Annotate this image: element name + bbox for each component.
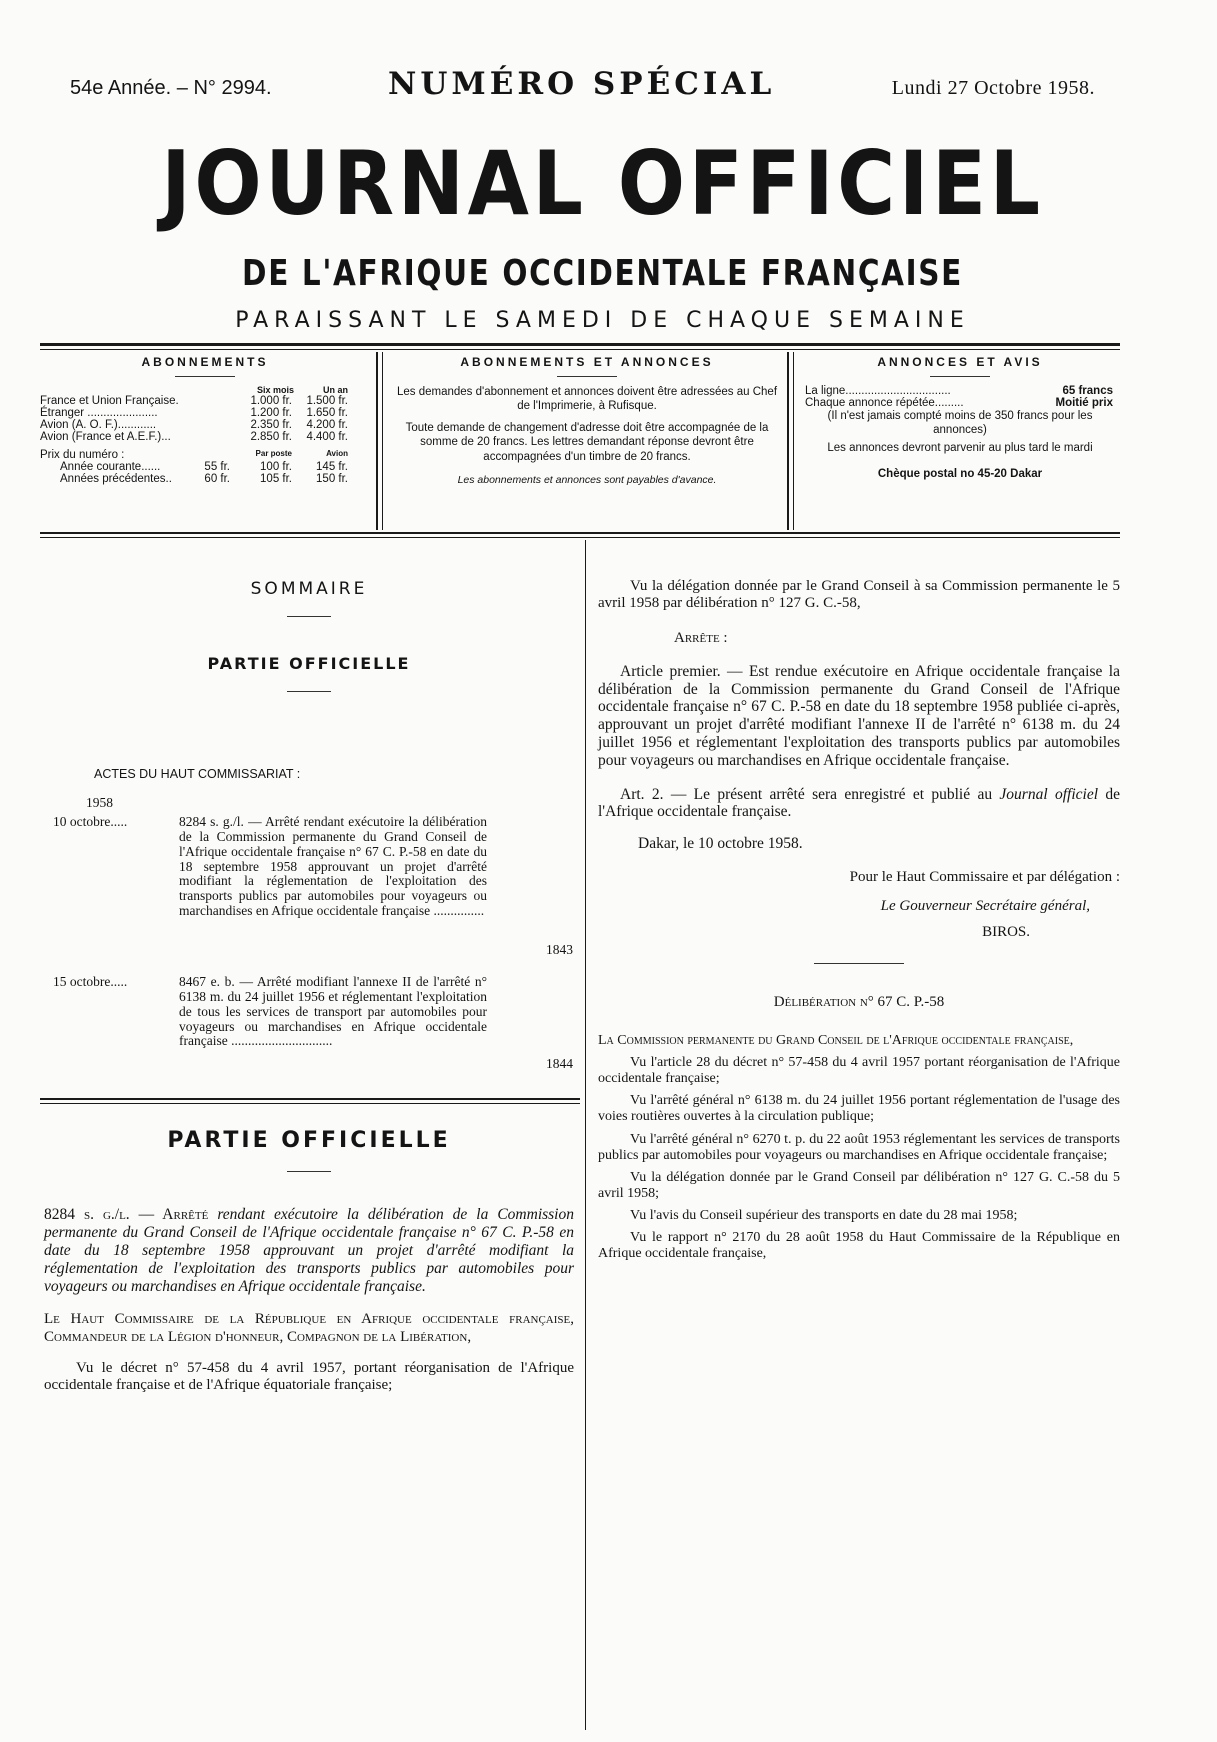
col-by-post: Par poste — [255, 449, 292, 458]
special-issue-label: NUMÉRO SPÉCIAL — [388, 66, 776, 102]
issue-date: Lundi 27 Octobre 1958. — [891, 77, 1095, 99]
header-line — [70, 66, 1095, 102]
considering-item: Vu l'article 28 du décret n° 57-458 du 4 avril 1957 portant réorganisation de l'Afrique occidentale française; — [598, 1055, 1120, 1087]
ads-box — [805, 355, 1115, 525]
box-rule-bottom-thin — [40, 537, 1120, 538]
toc-entry — [53, 975, 573, 1075]
col-air: Avion — [326, 449, 348, 458]
considering-item: Vu l'avis du Conseil supérieur des transports en date du 28 mai 1958; — [630, 1207, 1018, 1223]
toc-date: 15 octobre..... — [53, 974, 128, 989]
ads-heading: ANNONCES ET AVIS — [877, 355, 1043, 369]
divider — [557, 376, 617, 377]
subs-ads-address: Les demandes d'abonnement et annonces doivent être adressées au Chef de l'Imprimerie, à Rufisque. — [396, 386, 778, 413]
right-column — [598, 578, 1120, 1262]
summary-title: SOMMAIRE — [250, 579, 368, 599]
deliberation-title: Délibération n° 67 C. P.-58 — [773, 993, 945, 1010]
considering-item: Vu l'arrêté général n° 6270 t. p. du 22 août 1953 réglementant les services de transports publics par automobiles pour voyageurs ou marchandises en Afrique occidentale française; — [598, 1131, 1120, 1163]
considering-item: Vu la délégation donnée par le Grand Conseil par délibération n° 127 G. C.-58 du 5 avril 1958; — [598, 1169, 1120, 1201]
subscription-row: France et Union Française. 1.000 fr. 1.500 fr. — [40, 395, 348, 407]
official-part — [44, 1128, 574, 1394]
high-commissioner: Le Haut Commissaire de la République en Afrique occidentale française, Commandeur de la Légion d'honneur, Compagnon de la Libération, — [44, 1311, 574, 1345]
price-row: Années précédentes.. 60 fr. 105 fr. 150 fr. — [60, 473, 348, 485]
postal-account: Chèque postal no 45-20 Dakar — [877, 467, 1043, 480]
decrees-label: Arrête : — [674, 629, 728, 646]
column-divider — [585, 540, 586, 1730]
considering-item: Vu le rapport n° 2170 du 28 août 1958 du Haut Commissaire de la République en Afrique occidentale française, — [598, 1230, 1120, 1262]
subs-ads-payment: Les abonnements et annonces sont payables d'avance. — [457, 473, 717, 486]
toc-text: 8467 e. b. — Arrêté modifiant l'annexe II de l'arrêté n° 6138 m. du 24 juillet 1956 et réglementant l'exploitation de tous les services de transport par automobiles pour voyageurs ou marchandises en Afrique occidentale française .............................. — [179, 974, 487, 1049]
masthead-rule-thin — [40, 349, 1120, 350]
box-divider — [793, 352, 794, 530]
section-rule-thin — [40, 1103, 580, 1104]
subscriptions-heading: ABONNEMENTS — [141, 355, 269, 369]
ads-deadline: Les annonces devront parvenir au plus tard le mardi — [827, 441, 1093, 454]
divider — [930, 376, 990, 377]
place-date: Dakar, le 10 octobre 1958. — [638, 835, 803, 853]
article-2: Art. 2. — Le présent arrêté sera enregistré et publié au Journal officiel de l'Afrique occidentale française. — [598, 785, 1121, 821]
left-column — [44, 579, 574, 810]
toc-year: 1958 — [86, 795, 113, 810]
signature: BIROS. — [982, 923, 1030, 940]
col-one-year: Un an — [322, 385, 348, 395]
subscriptions-rows — [40, 395, 370, 443]
subscriptions-col-headers — [40, 385, 370, 395]
price-header-row — [40, 449, 370, 461]
divider — [175, 376, 235, 377]
article-1: Article premier. — Est rendue exécutoire en Afrique occidentale française la délibération de la Commission permanente du Grand Conseil de l'Afrique occidentale française n° 67 C. P.-58 en date du 18 septembre 1958 publiée ci-après, approuvant un projet d'arrêté modifiant l'annexe II de l'arrêté n° 6138 m. du 24 juillet 1956 et réglementant l'exploitation des transports publics par automobiles pour voyageurs ou marchandises en Afrique occidentale française. — [598, 662, 1120, 769]
box-divider — [787, 352, 789, 530]
ads-row-repeat: Chaque annonce répétée......... Moitié prix — [805, 397, 1113, 409]
journal-title: JOURNAL OFFICIEL — [161, 132, 1044, 235]
considering-item: Vu l'arrêté général n° 6138 m. du 24 juillet 1956 portant réglementation de l'usage des voies routières ouvertes à la circulation publique; — [598, 1093, 1120, 1125]
box-rule-bottom — [40, 532, 1120, 534]
divider — [287, 691, 331, 692]
divider — [287, 1171, 331, 1172]
commission-intro: La Commission permanente du Grand Conseil de l'Afrique occidentale française, — [598, 1033, 1074, 1049]
toc-text: 8284 s. g./l. — Arrêté rendant exécutoire la délibération de la Commission permanente du Grand Conseil de l'Afrique occidentale française n° 67 C. P.-58 en date du 18 septembre 1958 approuvant un projet d'arrêté modifiant la réglementation de l'exploitation des transports publics par automobiles pour voyageurs ou marchandises en Afrique occidentale française ............... — [179, 814, 487, 919]
ads-minimum: (Il n'est jamais compté moins de 350 francs pour les annonces) — [827, 410, 1093, 437]
masthead-rule-top — [40, 343, 1120, 346]
subs-ads-heading: ABONNEMENTS ET ANNONCES — [460, 355, 714, 369]
considerings-list — [598, 1055, 1120, 1262]
col-six-months: Six mois — [256, 385, 294, 395]
toc-page: 1844 — [546, 1056, 573, 1071]
acts-heading: ACTES DU HAUT COMMISSARIAT : — [94, 767, 301, 781]
subs-ads-change: Toute demande de changement d'adresse doit être accompagnée de la somme de 20 francs. Les lettres demandant réponse devront être accompagnées d'un timbre de 20 francs. — [405, 421, 769, 463]
subscription-row: Avion (France et A.E.F.)... 2.850 fr. 4.400 fr. — [40, 431, 348, 443]
toc-page: 1843 — [546, 942, 573, 957]
journal-tagline: PARAISSANT LE SAMEDI DE CHAQUE SEMAINE — [235, 308, 970, 333]
subs-ads-box — [392, 355, 782, 525]
price-label: Prix du numéro : — [40, 449, 125, 461]
decree-heading — [44, 1206, 574, 1295]
considering-delegation: Vu la délégation donnée par le Grand Conseil à sa Commission permanente le 5 avril 1958 par délibération n° 127 G. C.-58, — [598, 578, 1120, 612]
official-part-title: PARTIE OFFICIELLE — [167, 1128, 451, 1153]
ads-row-line: La ligne................................. 65 francs — [805, 385, 1113, 397]
subscription-row: Étranger ...................... 1.200 fr. 1.650 fr. — [40, 407, 348, 419]
divider — [814, 963, 904, 964]
issue-number: 54e Année. – N° 2994. — [70, 77, 272, 99]
by-delegation: Pour le Haut Commissaire et par délégation : — [849, 869, 1120, 886]
summary-section-title: PARTIE OFFICIELLE — [207, 653, 411, 673]
subscriptions-box — [40, 355, 370, 525]
considering-decree: Vu le décret n° 57-458 du 4 avril 1957, portant réorganisation de l'Afrique occidentale française et de l'Afrique équatoriale française; — [44, 1359, 574, 1394]
subscription-row: Avion (A. O. F.)............ 2.350 fr. 4.200 fr. — [40, 419, 348, 431]
journal-subtitle: DE L'AFRIQUE OCCIDENTALE FRANÇAISE — [242, 253, 963, 294]
box-divider — [376, 352, 378, 530]
toc-entry — [53, 815, 573, 965]
governor-title: Le Gouverneur Secrétaire général, — [880, 898, 1090, 915]
price-row: Année courante...... 55 fr. 100 fr. 145 fr. — [60, 461, 348, 473]
divider — [287, 616, 331, 617]
section-rule — [40, 1098, 580, 1100]
toc-date: 10 octobre..... — [53, 814, 128, 829]
decree-title: rendant exécutoire la délibération de la Commission permanente du Grand Conseil de l'Afrique occidentale française n° 67 C. P.-58 en date du 18 septembre 1958 approuvant un projet d'arrêté modifiant la réglementation de l'exploitation des transports publics par automobiles pour voyageurs ou marchandises en Afrique occidentale française. — [44, 1206, 574, 1295]
box-divider — [382, 352, 383, 530]
decree-number: 8284 s. g./l. — Arrêté — [44, 1206, 209, 1224]
